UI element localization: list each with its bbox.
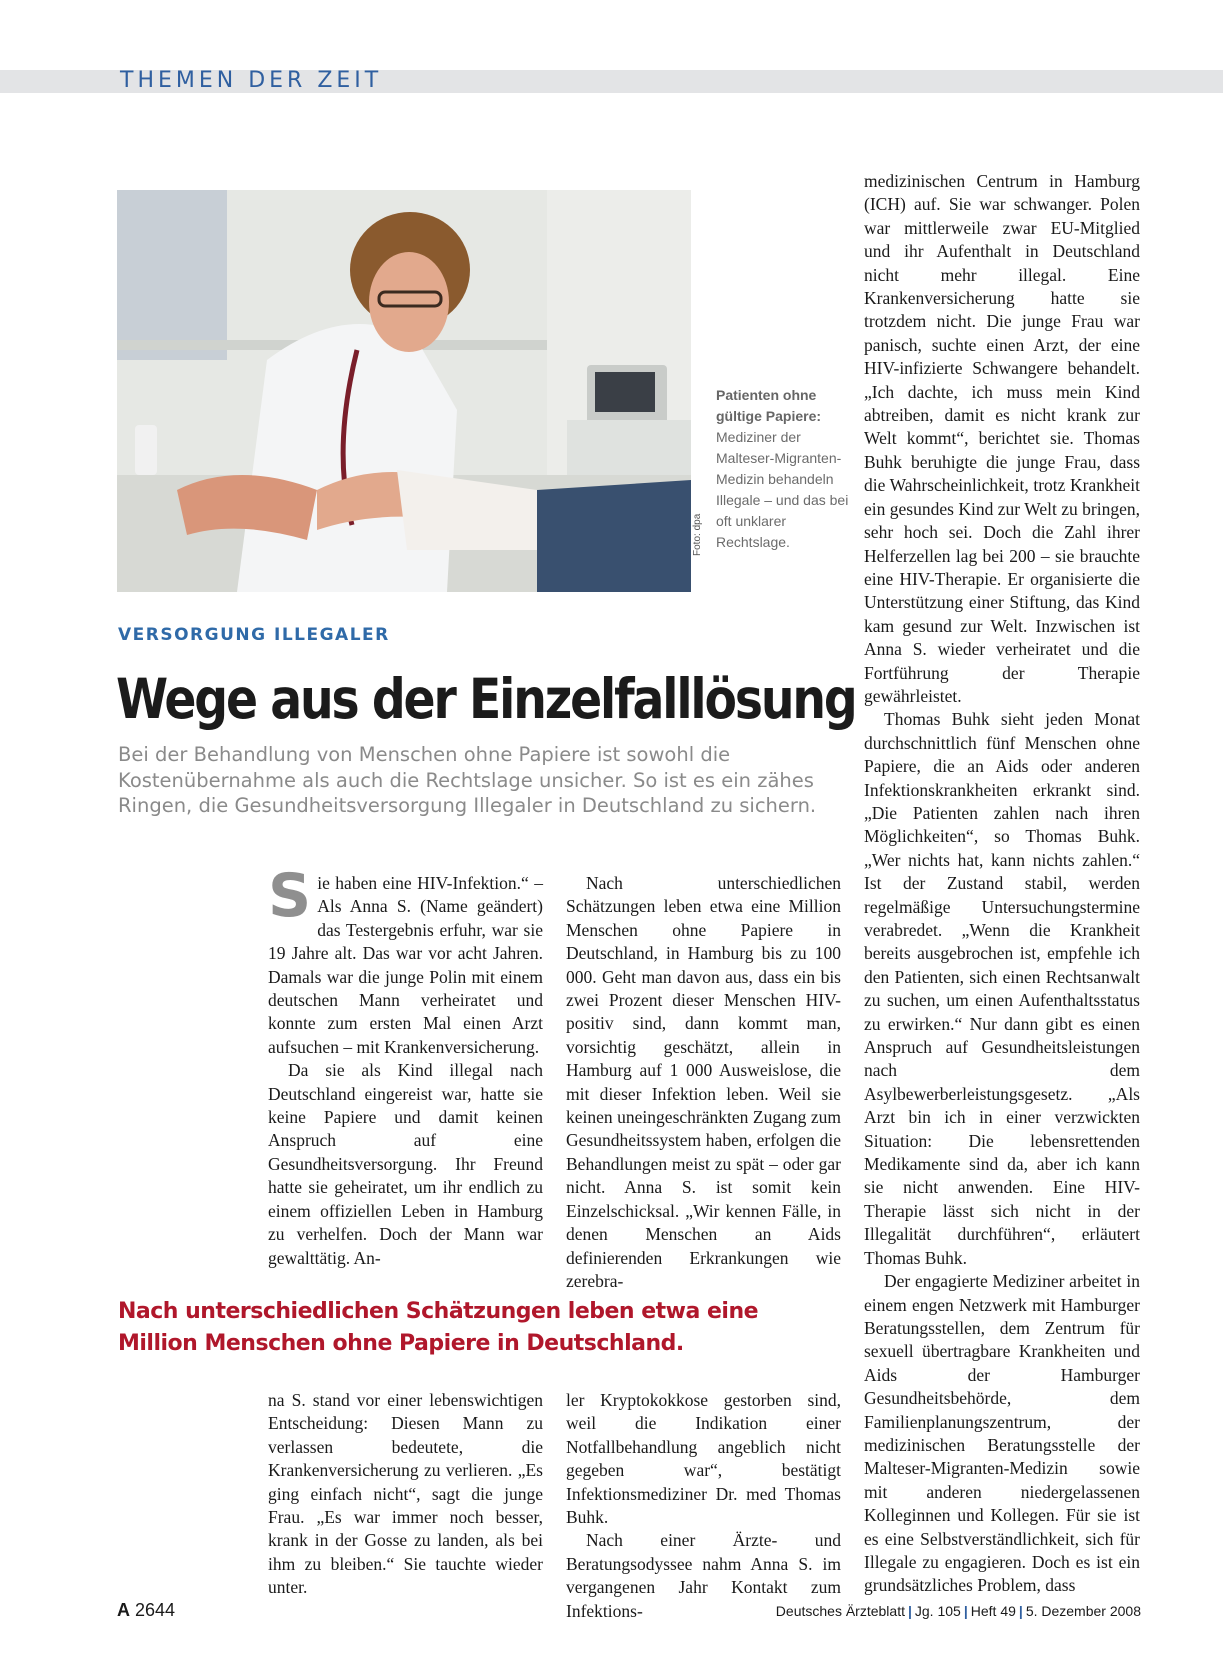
paragraph: Thomas Buhk sieht jeden Monat durchschnittlich fünf Menschen ohne Papiere, die an Aids oder anderen Infektionskrankheiten erkrankt sind. „Die Patienten zahlen nach ihren Möglichkeiten“, so Thomas Buhk. „Wer nichts hat, kann nichts zahlen.“ Ist der Zustand stabil, werden regelmäßige Untersuchungstermine verabredet. „Wenn die Krankheit bereits ausgebrochen ist, empfehle ich den Patienten, sich einen Rechtsanwalt zu suchen, um einen Aufenthaltsstatus zu erwirken.“ Nur dann gibt es einen Anspruch auf Gesundheitsleistungen nach dem Asylbewerberleistungsgesetz. „Als Arzt bin ich in einer verzwickten Situation: Die lebensrettenden Medikamente sind da, aber ich kann sie nicht anwenden. Eine HIV-Therapie lässt sich nicht in der Illegalität durchführen“, erläutert Thomas Buhk. <box>864 709 1140 1268</box>
paragraph: na S. stand vor einer lebenswichtigen Entscheidung: Diesen Mann zu verlassen bedeutete, die Krankenversicherung zu verlieren. „Es ging einfach nicht“, sagt die junge Frau. „Es war immer noch besser, krank in der Gosse zu landen, als bei ihm zu bleiben.“ Sie tauchte wieder unter. <box>268 1390 543 1598</box>
page-prefix: A <box>117 1600 130 1620</box>
paragraph: Nach unterschiedlichen Schätzungen leben etwa eine Million Menschen ohne Papiere in Deutschland, in Hamburg bis zu 100 000. Geht man davon aus, dass ein bis zwei Prozent dieser Menschen HIV-positiv sind, dann kommt man, vorsichtig geschätzt, allein in Hamburg auf 1 000 Ausweislose, die mit dieser Infektion leben. Weil sie keinen uneingeschränkten Zugang zum Gesundheitssystem haben, erfolgen die Behandlungen meist zu spät – oder gar nicht. Anna S. ist somit kein Einzelschicksal. „Wir kennen Fälle, in denen Menschen an Aids definierenden Erkrankungen wie zerebra- <box>566 873 841 1291</box>
paragraph: ler Kryptokokkose gestorben sind, weil die Indikation einer Notfallbehandlung angeblich nicht gegeben war“, bestätigt Infektionsmediziner Dr. med Thomas Buhk. <box>566 1390 841 1528</box>
article-title: Wege aus der Einzelfalllösung <box>116 667 856 731</box>
column-2-top <box>566 872 841 1293</box>
journal-info: Deutsches Ärzteblatt | Jg. 105 | Heft 49 | 5. Dezember 2008 <box>775 1603 1141 1619</box>
paragraph: Da sie als Kind illegal nach Deutschland eingereist war, hatte sie keine Papiere und damit keinen Anspruch auf eine Gesundheitsversorgung. Ihr Freund hatte sie geheiratet, um ihr endlich zu einem offiziellen Leben in Hamburg zu verhelfen. Doch der Mann war gewalttätig. An- <box>268 1060 543 1268</box>
page-number-value: 2644 <box>135 1600 176 1620</box>
article-lead: Bei der Behandlung von Menschen ohne Papiere ist sowohl die Kostenübernahme als auch die Rechtslage unsicher. So ist es ein zähes Ringen, die Gesundheitsversorgung Illegaler in Deutschland zu sichern. <box>118 743 817 817</box>
paragraph <box>268 861 543 1059</box>
photo-caption <box>716 385 851 553</box>
paragraph-text: ie haben eine HIV-Infektion.“ – Als Anna S. (Name geändert) das Testergebnis erfuhr, war sie 19 Jahre alt. Das war vor acht Jahren. Damals war die junge Polin mit einem deutschen Mann verheiratet und konnte zum ersten Mal einen Arzt aufsuchen – mit Krankenversicherung. <box>268 873 543 1057</box>
article-kicker: VERSORGUNG ILLEGALER <box>118 625 390 645</box>
journal-issue: Heft 49 <box>970 1603 1016 1619</box>
section-label: THEMEN DER ZEIT <box>120 68 383 93</box>
pull-quote: Nach unterschiedlichen Schätzungen leben etwa eine Million Menschen ohne Papiere in Deutschland. <box>118 1299 759 1356</box>
journal-name: Deutsches Ärzteblatt <box>775 1603 905 1619</box>
page-number <box>117 1600 175 1621</box>
paragraph: Nach einer Ärzte- und Beratungsodyssee nahm Anna S. im vergangenen Jahr Kontakt zum Infektions- <box>566 1530 841 1621</box>
paragraph: Der engagierte Mediziner arbeitet in einem engen Netzwerk mit Hamburger Beratungsstellen, dem Zentrum für sexuell übertragbare Krankheiten und Aids der Hamburger Gesundheitsbehörde, dem Familienplanungszentrum, der medizinischen Beratungsstelle der Malteser-Migranten-Medizin sowie mit anderen niedergelassenen Kolleginnen und Kollegen. Für sie ist es eine Selbstverständlichkeit, sich für Illegale zu engagieren. Doch es ist ein grundsätzliches Problem, dass <box>864 1271 1140 1596</box>
column-1-bottom <box>268 1389 543 1600</box>
column-2-bottom <box>566 1389 841 1623</box>
paragraph: medizinischen Centrum in Hamburg (ICH) auf. Sie war schwanger. Polen war mittlerweile zwar EU-Mitglied und ihr Aufenthalt in Deutschland nicht mehr illegal. Eine Krankenversicherung hatte sie trotzdem nicht. Die junge Frau war panisch, suchte einen Arzt, der eine HIV-infizierte Schwangere behandelt. „Ich dachte, ich muss mein Kind abtreiben, damit es nicht krank zur Welt kommt“, berichtet sie. Thomas Buhk beruhigte die junge Frau, dass die Wahrscheinlichkeit, trotz Krankheit ein gesundes Kind zur Welt zu bringen, sehr hoch sei. Doch die Zahl ihrer Helferzellen lag bei 200 – sie brauchte eine HIV-Therapie. Er organisierte die Unterstützung einer Stiftung, das Kind kam gesund zur Welt. Inzwischen ist Anna S. wieder verheiratet und die Fortführung der Therapie gewährleistet. <box>864 171 1140 706</box>
caption-text: Mediziner der Malteser-Migranten-Medizin behandeln Illegale – und das bei oft unklarer Rechtslage. <box>716 429 849 550</box>
drop-cap: S <box>268 861 312 931</box>
column-3 <box>864 170 1140 1598</box>
column-1-top <box>268 861 543 1270</box>
caption-title: Patienten ohne gültige Papiere: <box>716 387 822 424</box>
article-photo <box>117 190 691 592</box>
photo-credit: Foto: dpa <box>692 513 703 556</box>
journal-volume: Jg. 105 <box>914 1603 961 1619</box>
journal-date: 5. Dezember 2008 <box>1025 1603 1141 1619</box>
